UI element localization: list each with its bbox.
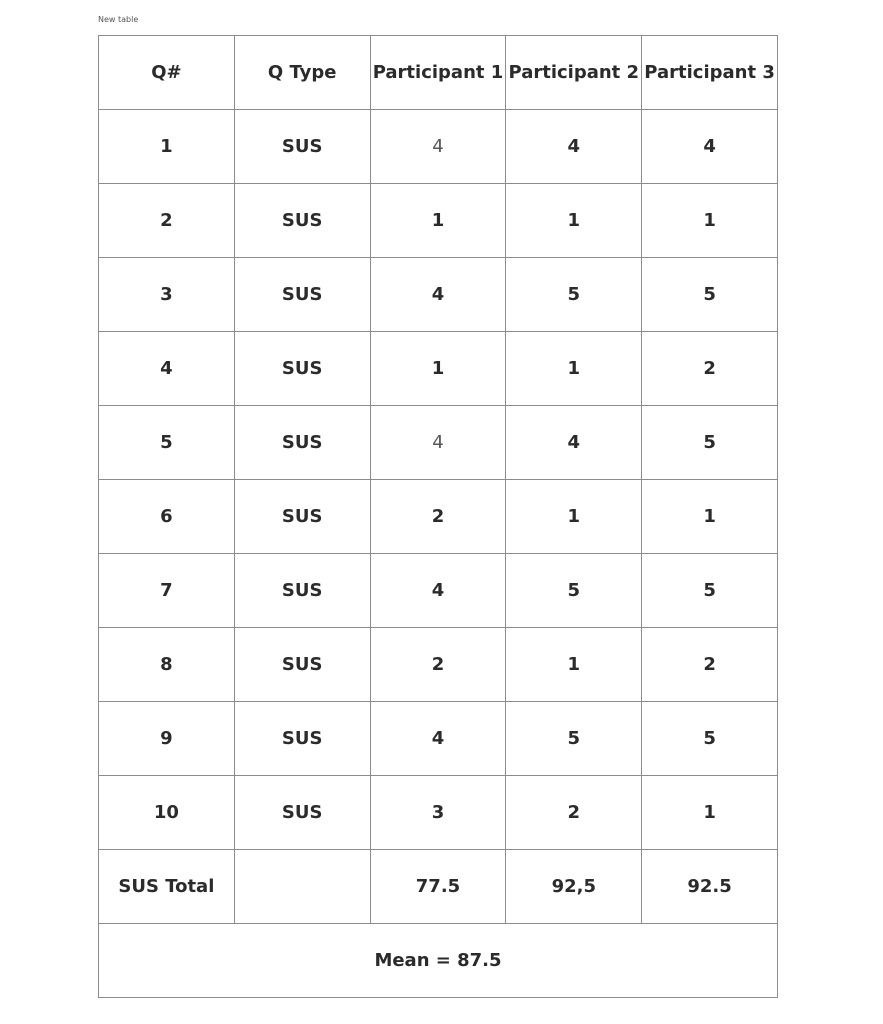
header-participant-3: Participant 3 xyxy=(642,36,778,110)
table-row xyxy=(99,184,778,258)
cell-question-type: SUS xyxy=(234,776,370,850)
sus-results-table xyxy=(98,35,778,998)
cell-participant-2: 1 xyxy=(506,628,642,702)
cell-participant-3: 5 xyxy=(642,554,778,628)
cell-participant-2: 1 xyxy=(506,184,642,258)
cell-question-number: 6 xyxy=(99,480,235,554)
table-row xyxy=(99,110,778,184)
cell-participant-2: 5 xyxy=(506,258,642,332)
table-row xyxy=(99,332,778,406)
table-row xyxy=(99,258,778,332)
cell-participant-1: 4 xyxy=(370,258,506,332)
cell-participant-3: 1 xyxy=(642,184,778,258)
cell-question-number: 4 xyxy=(99,332,235,406)
table-row xyxy=(99,776,778,850)
cell-participant-2: 5 xyxy=(506,554,642,628)
table-row xyxy=(99,406,778,480)
cell-participant-2: 2 xyxy=(506,776,642,850)
cell-participant-1: 1 xyxy=(370,184,506,258)
cell-participant-3: 1 xyxy=(642,776,778,850)
cell-participant-2: 4 xyxy=(506,406,642,480)
sus-total-participant-1: 77.5 xyxy=(370,850,506,924)
cell-participant-1: 4 xyxy=(370,406,506,480)
cell-question-number: 7 xyxy=(99,554,235,628)
cell-participant-1: 2 xyxy=(370,480,506,554)
table-row xyxy=(99,702,778,776)
cell-participant-1: 1 xyxy=(370,332,506,406)
sus-total-label: SUS Total xyxy=(99,850,235,924)
cell-question-type: SUS xyxy=(234,258,370,332)
cell-participant-1: 2 xyxy=(370,628,506,702)
cell-question-number: 9 xyxy=(99,702,235,776)
cell-participant-2: 5 xyxy=(506,702,642,776)
cell-question-number: 2 xyxy=(99,184,235,258)
cell-participant-3: 4 xyxy=(642,110,778,184)
header-row xyxy=(99,36,778,110)
cell-participant-3: 5 xyxy=(642,258,778,332)
cell-participant-3: 2 xyxy=(642,332,778,406)
cell-participant-3: 2 xyxy=(642,628,778,702)
table-row xyxy=(99,480,778,554)
cell-question-type: SUS xyxy=(234,184,370,258)
cell-question-type: SUS xyxy=(234,628,370,702)
cell-question-type: SUS xyxy=(234,110,370,184)
cell-participant-2: 1 xyxy=(506,332,642,406)
sus-total-participant-2: 92,5 xyxy=(506,850,642,924)
cell-participant-3: 1 xyxy=(642,480,778,554)
cell-participant-2: 4 xyxy=(506,110,642,184)
cell-question-number: 1 xyxy=(99,110,235,184)
cell-participant-1: 4 xyxy=(370,110,506,184)
sus-total-type-cell xyxy=(234,850,370,924)
sus-total-row xyxy=(99,850,778,924)
header-participant-2: Participant 2 xyxy=(506,36,642,110)
cell-participant-1: 4 xyxy=(370,554,506,628)
header-participant-1: Participant 1 xyxy=(370,36,506,110)
mean-value: Mean = 87.5 xyxy=(99,924,778,998)
cell-participant-1: 4 xyxy=(370,702,506,776)
cell-participant-1: 3 xyxy=(370,776,506,850)
cell-participant-2: 1 xyxy=(506,480,642,554)
header-question-number: Q# xyxy=(99,36,235,110)
cell-question-type: SUS xyxy=(234,554,370,628)
header-question-type: Q Type xyxy=(234,36,370,110)
mean-row xyxy=(99,924,778,998)
cell-question-type: SUS xyxy=(234,332,370,406)
table-row xyxy=(99,628,778,702)
table-caption: New table xyxy=(98,15,139,24)
cell-question-type: SUS xyxy=(234,406,370,480)
cell-question-type: SUS xyxy=(234,480,370,554)
cell-question-number: 5 xyxy=(99,406,235,480)
table-row xyxy=(99,554,778,628)
sus-total-participant-3: 92.5 xyxy=(642,850,778,924)
cell-question-number: 8 xyxy=(99,628,235,702)
cell-question-type: SUS xyxy=(234,702,370,776)
cell-question-number: 3 xyxy=(99,258,235,332)
cell-participant-3: 5 xyxy=(642,702,778,776)
cell-question-number: 10 xyxy=(99,776,235,850)
cell-participant-3: 5 xyxy=(642,406,778,480)
